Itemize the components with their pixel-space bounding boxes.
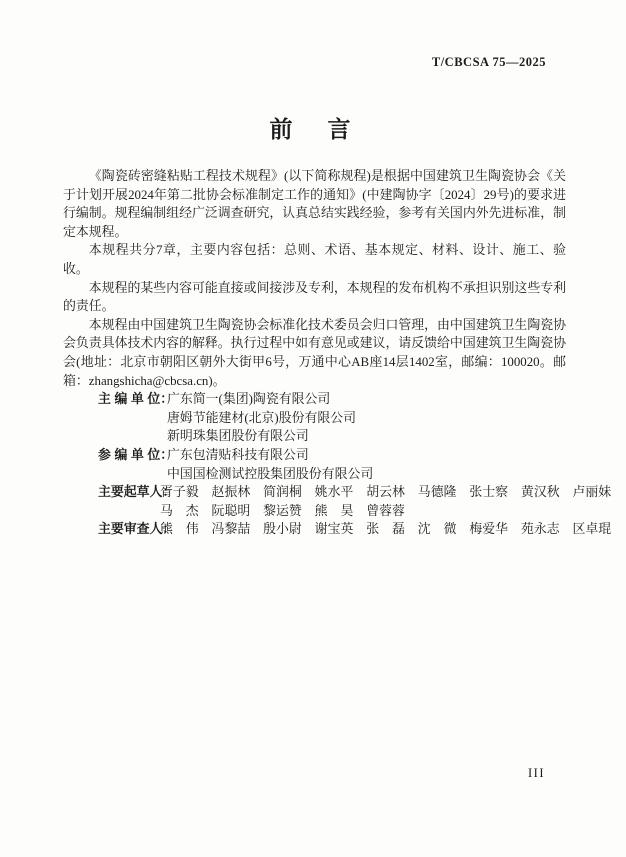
doc-code: T/CBCSA 75—2025 (431, 55, 546, 69)
chief-editor-unit: 唐姆节能建材(北京)股份有限公司 (167, 410, 357, 425)
credit-row-participating-units (63, 446, 566, 483)
participating-unit: 中国国检测试控股集团股份有限公司 (167, 466, 374, 481)
reviewers-names: 熊 伟 冯黎喆 殷小尉 谢宝英 张 磊 沈 微 梅爱华 苑永志 区卓琨 (160, 522, 612, 537)
credit-row-reviewers (63, 520, 612, 539)
credits-section (63, 390, 612, 539)
foreword-paragraph-3: 本规程的某些内容可能直接或间接涉及专利，本规程的发布机构不承担识别这些专利的责任。 (63, 280, 566, 314)
participating-units-label: 参 编 单 位： (98, 446, 174, 462)
foreword-body (63, 167, 612, 539)
foreword-paragraph-1: 《陶瓷砖密缝粘贴工程技术规程》(以下简称规程)是根据中国建筑卫生陶瓷协会《关于计划开展2024年第二批协会标准制定工作的通知》(中建陶协字〔2024〕29号)的要求进行编制。规程编制组经广泛调查研究，认真总结实践经验，参考有关国内外先进标准，制定本规程。 (63, 169, 566, 239)
page-number: III (528, 766, 545, 780)
drafters-names: 胥子毅 赵振林 简润桐 姚水平 胡云林 马德隆 张士察 黄汉秋 卢丽妹 (160, 485, 612, 500)
drafters-label: 主要起草人： (98, 484, 176, 500)
chief-editor-unit: 广东简一(集团)陶瓷有限公司 (167, 392, 331, 407)
drafters-names: 马 杰 阮聪明 黎运赞 熊 昊 曾蓉蓉 (160, 503, 405, 518)
participating-unit: 广东包清贴科技有限公司 (167, 447, 309, 462)
reviewers-label: 主要审查人： (98, 521, 176, 537)
credit-row-chief-editor-units (63, 390, 566, 446)
page-title: 前 言 (269, 116, 357, 142)
credit-row-drafters (63, 483, 612, 520)
foreword-paragraph-4: 本规程由中国建筑卫生陶瓷协会标准化技术委员会归口管理，由中国建筑卫生陶瓷协会负责具体技术内容的解释。执行过程中如有意见或建议，请反馈给中国建筑卫生陶瓷协会(地址：北京市朝阳区朝外大街甲6号，万通中心AB座14层1402室，邮编：100020。邮箱：zhangshicha@cbcsa.cn)。 (63, 317, 566, 388)
chief-editor-units-label: 主 编 单 位： (98, 391, 174, 407)
foreword-paragraph-2: 本规程共分7章，主要内容包括：总则、术语、基本规定、材料、设计、施工、验收。 (63, 243, 566, 276)
chief-editor-unit: 新明珠集团股份有限公司 (167, 429, 309, 444)
